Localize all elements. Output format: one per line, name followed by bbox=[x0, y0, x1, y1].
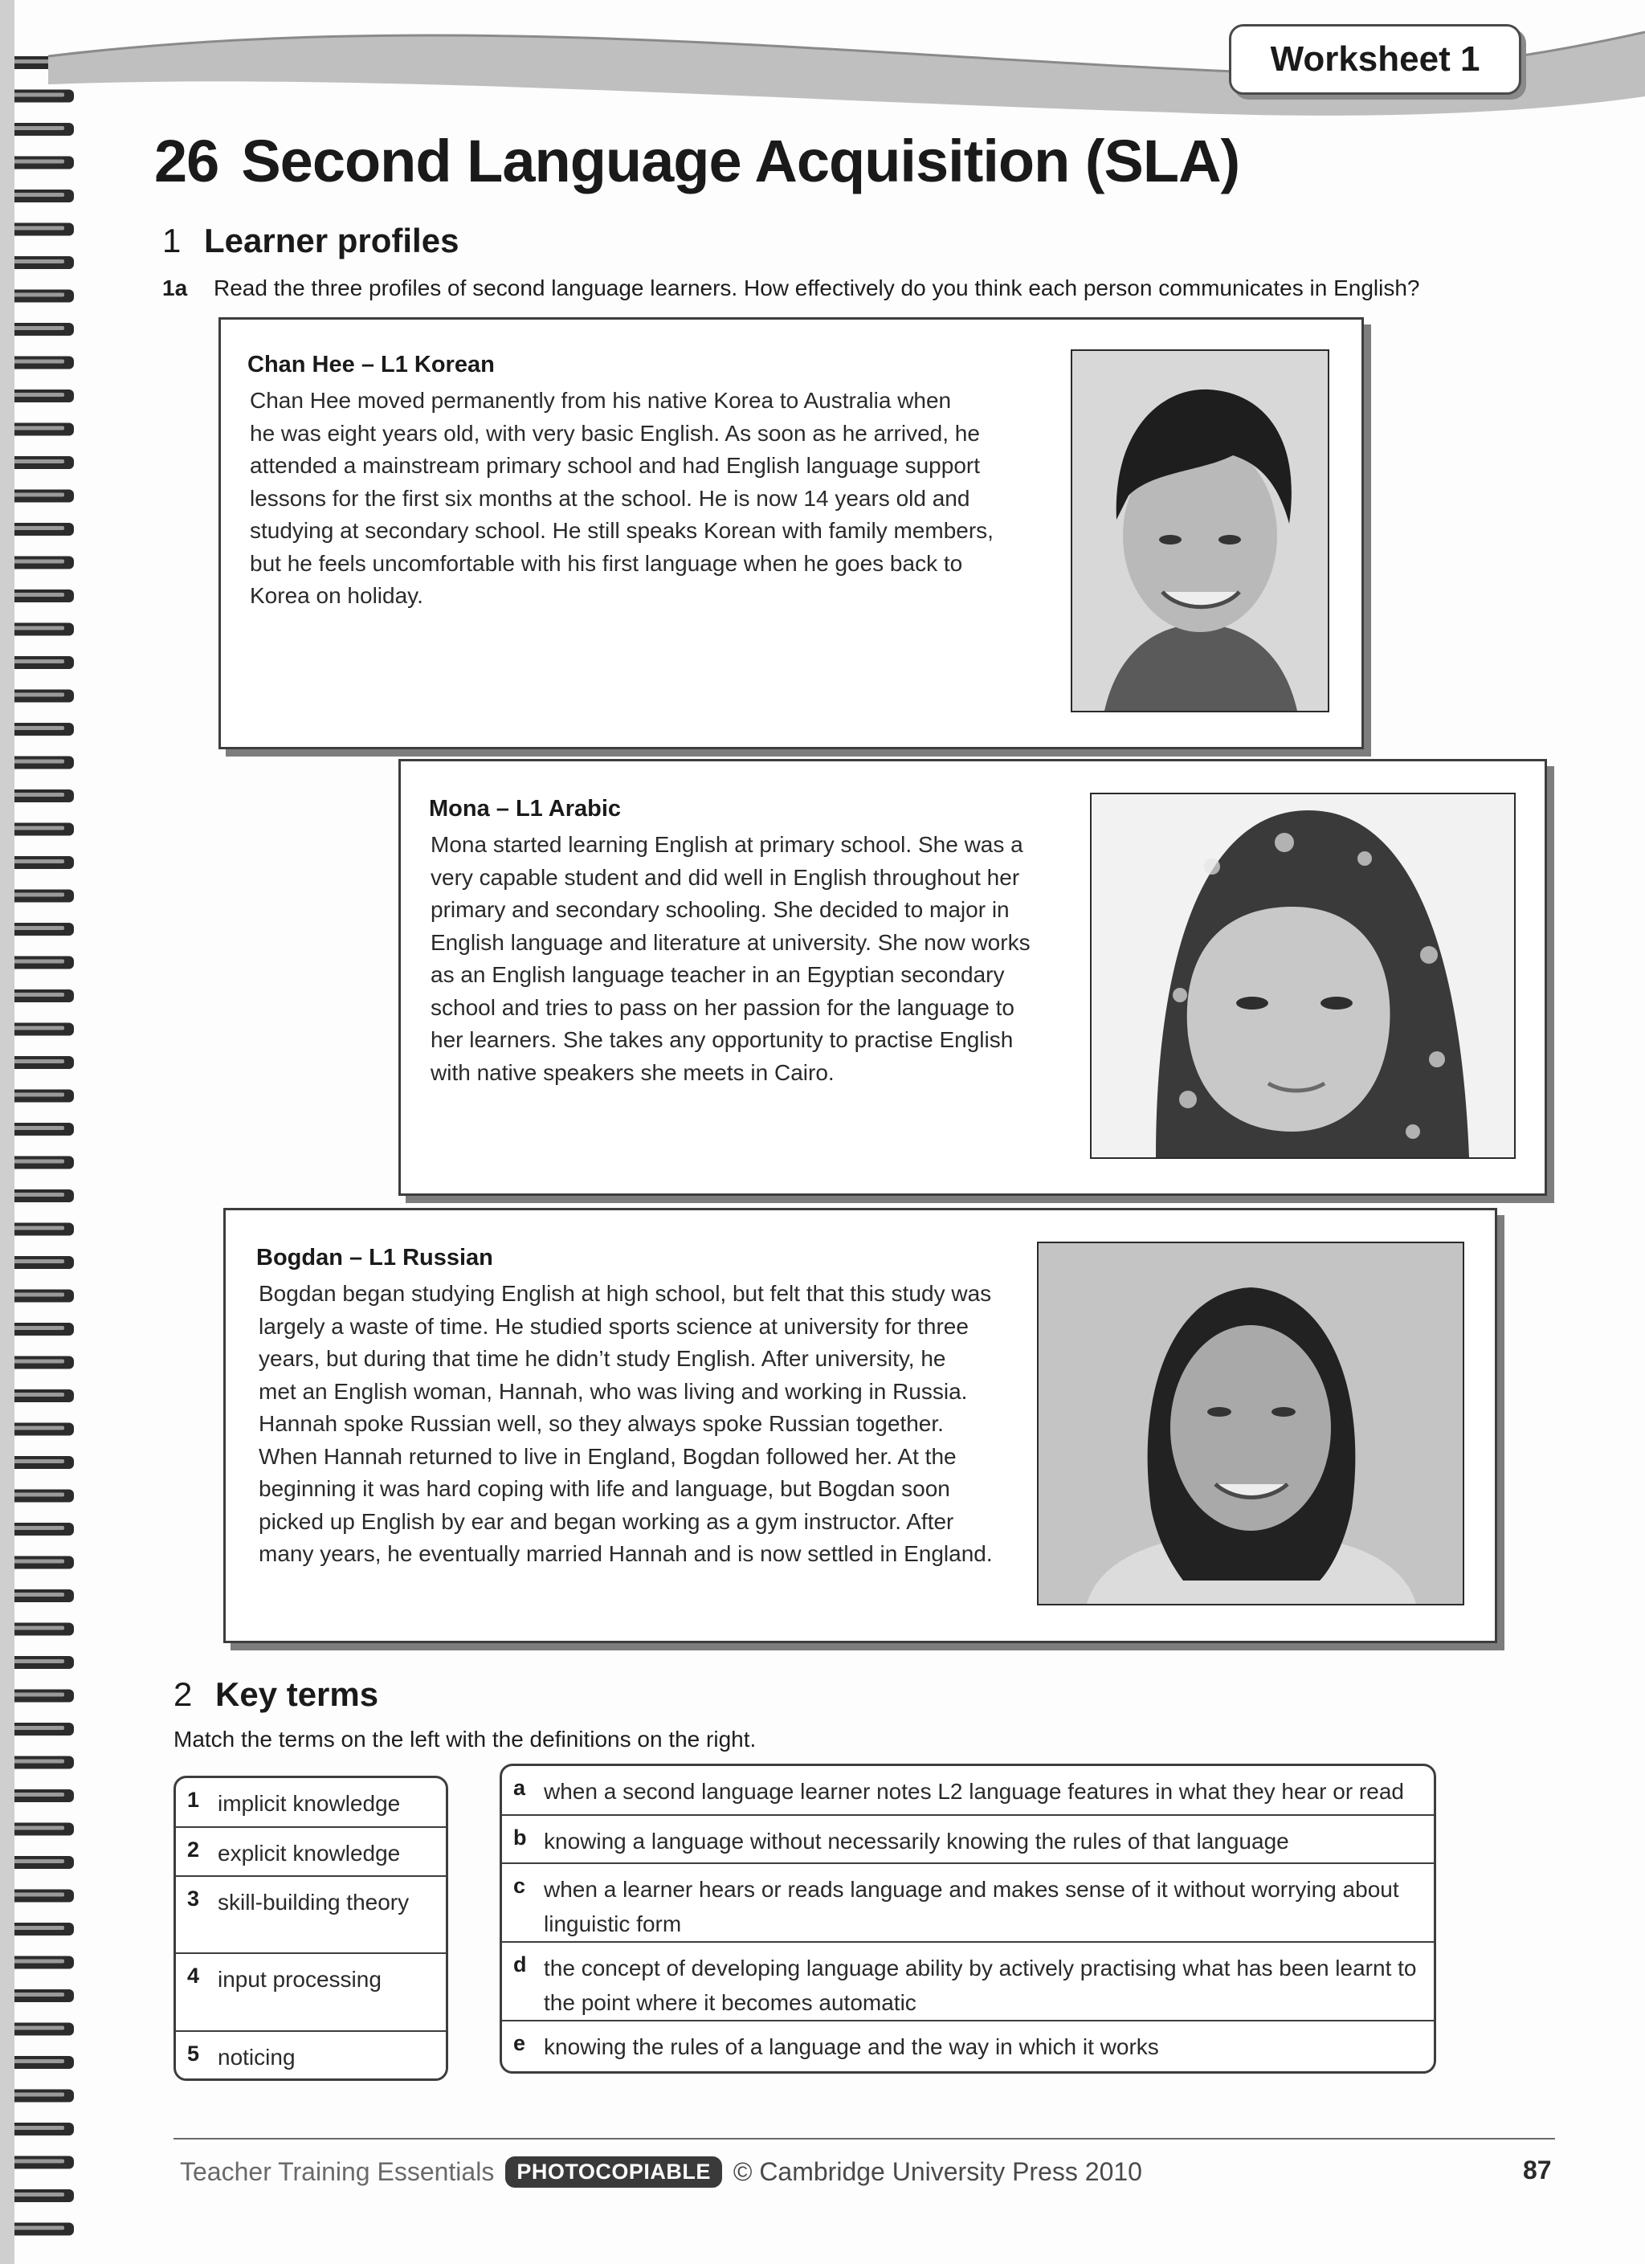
profile-text bbox=[259, 1278, 1030, 1571]
profile-line: beginning it was hard coping with life and language, but Bogdan soon bbox=[259, 1476, 950, 1501]
section-2-number: 2 bbox=[173, 1675, 193, 1713]
footer-copyright: © Cambridge University Press 2010 bbox=[733, 2157, 1142, 2186]
term-number: 4 bbox=[187, 1964, 200, 1988]
profile-card-chan-hee bbox=[218, 317, 1364, 749]
section-2-title: Key terms bbox=[215, 1675, 379, 1713]
footer-book-title: Teacher Training Essentials bbox=[180, 2157, 495, 2186]
definition-letter: e bbox=[513, 2031, 526, 2055]
profile-line: largely a waste of time. He studied sports science at university for three bbox=[259, 1313, 969, 1339]
term-number: 3 bbox=[187, 1887, 200, 1911]
term-row bbox=[176, 1778, 446, 1828]
photocopiable-badge: PHOTOCOPIABLE bbox=[505, 2156, 722, 2188]
definition-row bbox=[502, 1864, 1434, 1943]
profile-line: lessons for the first six months at the school. He is now 14 years old and bbox=[250, 485, 970, 511]
portrait-photo-bogdan bbox=[1037, 1242, 1464, 1605]
profile-line: he was eight years old, with very basic English. As soon as he arrived, he bbox=[250, 420, 980, 446]
term-text: input processing bbox=[218, 1967, 382, 1992]
profile-line: but he feels uncomfortable with his first language when he goes back to bbox=[250, 550, 963, 576]
footer bbox=[180, 2156, 1142, 2188]
profile-line: When Hannah returned to live in England, Bogdan followed her. At the bbox=[259, 1443, 957, 1469]
term-text: explicit knowledge bbox=[218, 1841, 401, 1866]
profile-line: many years, he eventually married Hannah and is now settled in England. bbox=[259, 1541, 993, 1566]
page-title bbox=[154, 127, 1239, 195]
definition-letter: a bbox=[513, 1776, 526, 1800]
profile-line: Chan Hee moved permanently from his native Korea to Australia when bbox=[250, 388, 952, 413]
profile-line: attended a mainstream primary school and had English language support bbox=[250, 453, 981, 478]
profile-card-bogdan bbox=[223, 1208, 1497, 1643]
term-row bbox=[176, 1954, 446, 2032]
instruction-text: Read the three profiles of second language learners. How effectively do you think each person communicates in English? bbox=[214, 275, 1420, 300]
footer-divider bbox=[173, 2138, 1555, 2140]
term-row bbox=[176, 1828, 446, 1877]
profile-line: Korea on holiday. bbox=[250, 583, 423, 608]
profile-line: picked up English by ear and began working as a gym instructor. After bbox=[259, 1508, 954, 1534]
section-1-number: 1 bbox=[162, 222, 182, 259]
definition-text: when a learner hears or reads language and makes sense of it without worrying about linguistic form bbox=[544, 1877, 1399, 1936]
definition-row bbox=[502, 1816, 1434, 1864]
profile-text bbox=[250, 385, 1021, 613]
worksheet-label: Worksheet 1 bbox=[1229, 24, 1521, 95]
portrait-photo-mona bbox=[1090, 793, 1516, 1159]
profile-line: English language and literature at university. She now works bbox=[431, 929, 1031, 955]
profile-line: school and tries to pass on her passion for the language to bbox=[431, 994, 1014, 1020]
definition-text: the concept of developing language ability by actively practising what has been learnt to the point where it becomes automatic bbox=[544, 1956, 1417, 2015]
profile-line: as an English language teacher in an Egyptian secondary bbox=[431, 962, 1005, 987]
section-1-heading bbox=[162, 222, 459, 260]
profile-line: her learners. She takes any opportunity to practise English bbox=[431, 1027, 1014, 1052]
profile-line: Mona started learning English at primary school. She was a bbox=[431, 832, 1023, 857]
unit-number: 26 bbox=[154, 128, 219, 194]
term-text: skill-building theory bbox=[218, 1890, 410, 1915]
section-2-instruction: Match the terms on the left with the definitions on the right. bbox=[173, 1727, 757, 1752]
instruction-code: 1a bbox=[162, 275, 188, 300]
term-row bbox=[176, 2032, 446, 2078]
profile-line: met an English woman, Hannah, who was living and working in Russia. bbox=[259, 1378, 968, 1404]
definition-text: knowing a language without necessarily knowing the rules of that language bbox=[544, 1829, 1289, 1854]
profile-line: studying at secondary school. He still speaks Korean with family members, bbox=[250, 518, 994, 543]
term-number: 2 bbox=[187, 1838, 200, 1862]
profile-name: Bogdan – L1 Russian bbox=[256, 1245, 493, 1271]
unit-title-text: Second Language Acquisition (SLA) bbox=[241, 128, 1240, 194]
profile-line: very capable student and did well in English throughout her bbox=[431, 864, 1020, 890]
term-text: implicit knowledge bbox=[218, 1791, 401, 1816]
definitions-list bbox=[500, 1764, 1436, 2074]
definition-text: knowing the rules of a language and the way in which it works bbox=[544, 2034, 1159, 2059]
definition-row bbox=[502, 1943, 1434, 2021]
definition-row bbox=[502, 1766, 1434, 1816]
profile-text bbox=[431, 829, 1105, 1089]
profile-card-mona bbox=[398, 759, 1547, 1196]
definition-letter: b bbox=[513, 1825, 527, 1850]
profile-line: Bogdan began studying English at high school, but felt that this study was bbox=[259, 1281, 992, 1306]
profile-line: years, but during that time he didn’t study English. After university, he bbox=[259, 1346, 946, 1371]
term-number: 1 bbox=[187, 1788, 200, 1812]
definition-text: when a second language learner notes L2 language features in what they hear or read bbox=[544, 1779, 1404, 1804]
profile-name: Chan Hee – L1 Korean bbox=[247, 352, 495, 377]
spiral-binding-icon bbox=[0, 0, 88, 2264]
term-text: noticing bbox=[218, 2045, 296, 2070]
definition-letter: d bbox=[513, 1952, 527, 1976]
profile-line: Hannah spoke Russian well, so they always spoke Russian together. bbox=[259, 1411, 944, 1436]
section-2-heading bbox=[173, 1675, 378, 1714]
term-row bbox=[176, 1877, 446, 1954]
definition-row bbox=[502, 2021, 1434, 2071]
definition-letter: c bbox=[513, 1874, 526, 1898]
portrait-photo-chan-hee bbox=[1071, 349, 1329, 712]
profile-name: Mona – L1 Arabic bbox=[429, 796, 622, 822]
profile-line: primary and secondary schooling. She decided to major in bbox=[431, 897, 1010, 922]
section-1-instruction bbox=[162, 275, 1419, 301]
terms-list bbox=[173, 1776, 448, 2081]
section-1-title: Learner profiles bbox=[204, 222, 459, 259]
term-number: 5 bbox=[187, 2042, 200, 2066]
page-number: 87 bbox=[1523, 2156, 1552, 2184]
profile-line: with native speakers she meets in Cairo. bbox=[431, 1059, 835, 1085]
